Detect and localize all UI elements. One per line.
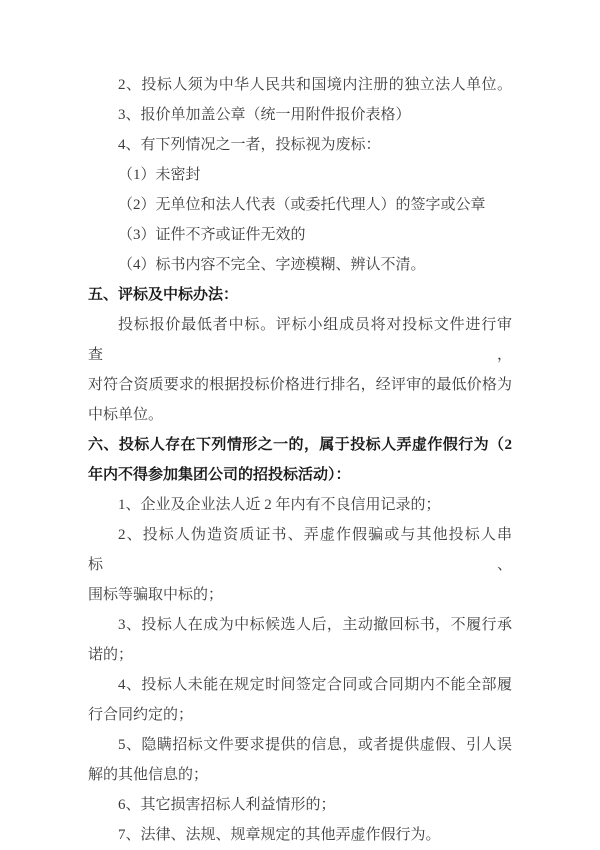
clause-3: 3、报价单加盖公章（统一用附件报价表格） (118, 107, 411, 123)
section-6-item-5-line-2: 解的其他信息的； (88, 767, 209, 783)
section-6-item-3-line-2: 诺的； (88, 647, 134, 663)
section-6-item-2-line-1: 2、投标人伪造资质证书、弄虚作假骗或与其他投标人串标、 (88, 527, 512, 573)
clause-4-subitem-4: （4）标书内容不完全、字迹模糊、辨认不清。 (118, 257, 426, 273)
section-6-item-5-line-1: 5、隐瞒招标文件要求提供的信息，或者提供虚假、引人误 (118, 737, 512, 753)
section-5-body-line-2: 对符合资质要求的根据投标价格进行排名，经评审的最低价格为 (88, 377, 512, 393)
section-6-item-3-line-1: 3、投标人在成为中标候选人后，主动撤回标书，不履行承 (118, 617, 512, 633)
section-6-item-6: 6、其它损害招标人利益情形的； (118, 797, 336, 813)
clause-2: 2、投标人须为中华人民共和国境内注册的独立法人单位。 (118, 77, 512, 93)
clause-4-subitem-2: （2）无单位和法人代表（或委托代理人）的签字或公章 (118, 197, 486, 213)
clause-4-subitem-3: （3）证件不齐或证件无效的 (118, 227, 306, 243)
section-6-item-4-line-2: 行合同约定的； (88, 707, 194, 723)
clause-4-subitem-1: （1）未密封 (118, 167, 201, 183)
section-6-item-1: 1、企业及企业法人近 2 年内有不良信用记录的； (118, 497, 441, 513)
section-6-item-2-line-2: 围标等骗取中标的； (88, 587, 224, 603)
clause-4: 4、有下列情况之一者，投标视为废标： (118, 137, 381, 153)
section-5-body-line-3: 中标单位。 (88, 407, 164, 423)
section-5-body-line-1: 投标报价最低者中标。评标小组成员将对投标文件进行审查， (88, 317, 512, 363)
section-5-heading: 五、评标及中标办法： (88, 287, 239, 303)
section-6-heading-line-2: 年内不得参加集团公司的招投标活动）： (88, 467, 351, 483)
section-6-heading-line-1: 六、投标人存在下列情形之一的，属于投标人弄虚作假行为（2 (88, 437, 512, 453)
section-6-item-7: 7、法律、法规、规章规定的其他弄虚作假行为。 (118, 827, 441, 843)
section-6-item-4-line-1: 4、投标人未能在规定时间签定合同或合同期内不能全部履 (118, 677, 512, 693)
